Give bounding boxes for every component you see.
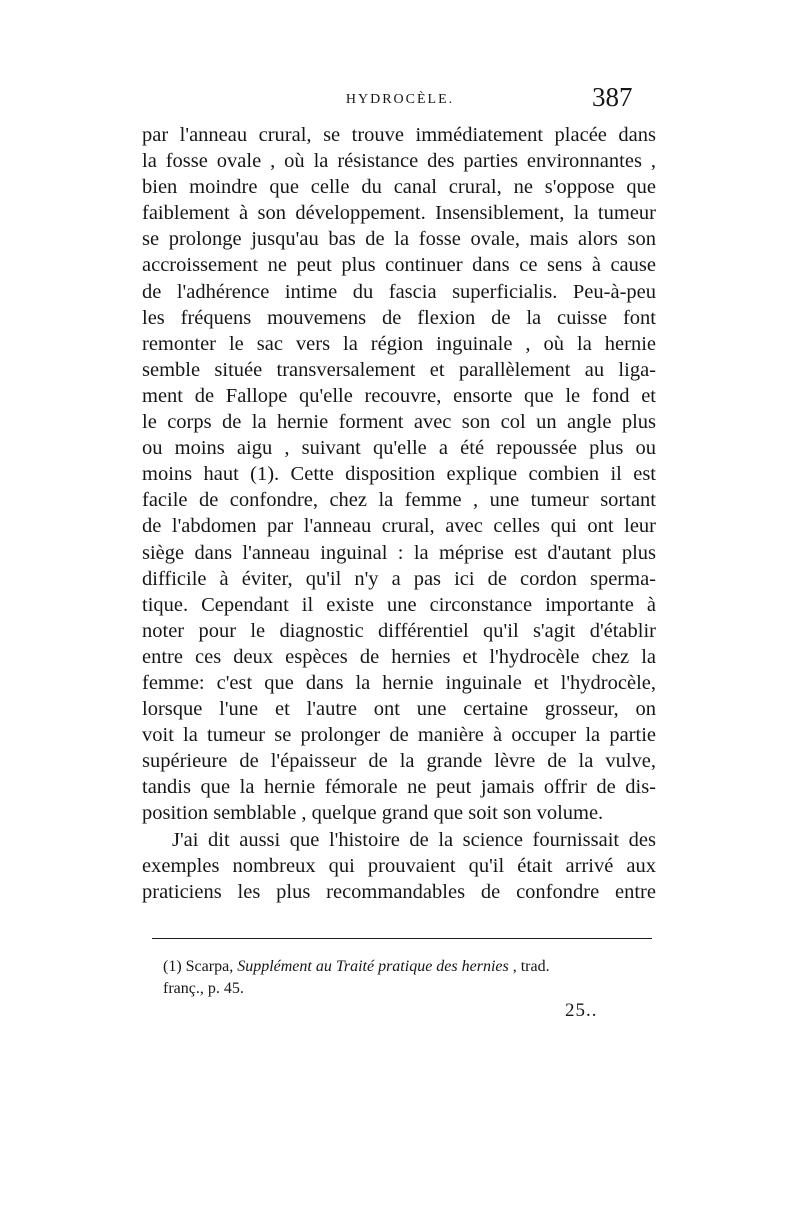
text-line: facile de confondre, chez la femme , une tumeur sortant [142, 489, 656, 512]
text-line: de l'abdomen par l'anneau crural, avec celles qui ont leur [142, 515, 656, 538]
footnote [163, 956, 663, 1000]
text-line: de l'adhérence intime du fascia superficialis. Peu-à-peu [142, 280, 656, 303]
running-title: HYDROCÈLE. [345, 92, 455, 107]
text-line: se prolonge jusqu'au bas de la fosse ovale, mais alors son [142, 228, 656, 251]
text-line: ou moins aigu , suivant qu'elle a été repoussée plus ou [142, 437, 656, 460]
footnote-line: franç., p. 45. [163, 980, 244, 997]
text-line: tique. Cependant il existe une circonstance importante à [142, 593, 656, 616]
text-line: les fréquens mouvemens de flexion de la cuisse font [142, 306, 656, 329]
text-line: difficile à éviter, qu'il n'y a pas ici de cordon sperma- [142, 567, 656, 590]
text-line: voit la tumeur se prolonger de manière à occuper la partie [142, 724, 656, 747]
text-line: noter pour le diagnostic différentiel qu'il s'agit d'établir [142, 619, 656, 642]
text-line: bien moindre que celle du canal crural, ne s'oppose que [142, 176, 656, 199]
text-line: entre ces deux espèces de hernies et l'hydrocèle chez la [142, 645, 656, 668]
text-line: exemples nombreux qui prouvaient qu'il était arrivé aux [142, 854, 656, 877]
text-line: accroissement ne peut plus continuer dans ce sens à cause [142, 254, 656, 277]
text-line: la fosse ovale , où la résistance des parties environnantes , [142, 150, 656, 173]
text-line: faiblement à son développement. Insensiblement, la tumeur [142, 202, 656, 225]
body-text [142, 122, 656, 905]
text-line: supérieure de l'épaisseur de la grande lèvre de la vulve, [142, 750, 656, 773]
page-number: 387 [592, 82, 633, 112]
text-line: lorsque l'une et l'autre ont une certaine grosseur, on [142, 698, 656, 721]
text-line: par l'anneau crural, se trouve immédiatement placée dans [142, 124, 656, 146]
text-line: tandis que la hernie fémorale ne peut jamais offrir de dis- [142, 776, 656, 799]
text-line: remonter le sac vers la région inguinale , où la hernie [142, 332, 656, 355]
text-line: ment de Fallope qu'elle recouvre, ensorte que le fond et [142, 384, 656, 407]
text-line: semble située transversalement et parallèlement au liga- [142, 358, 656, 381]
footnote-line [163, 956, 663, 978]
text-line: siège dans l'anneau inguinal : la méprise est d'autant plus [142, 541, 656, 564]
text-line: femme: c'est que dans la hernie inguinale et l'hydrocèle, [142, 671, 656, 694]
footnote-work-title: Supplément au Traité pratique des hernies [237, 958, 509, 975]
text-line: moins haut (1). Cette disposition explique combien il est [142, 463, 656, 486]
paragraph-start-line: J'ai dit aussi que l'histoire de la science fournissait des [172, 828, 656, 851]
text-line: position semblable , quelque grand que soit son volume. [142, 802, 604, 825]
footnote-rule [152, 938, 652, 939]
signature-mark: 25.. [565, 1000, 598, 1021]
footnote-citation: (1) Scarpa, [163, 958, 234, 975]
footnote-translation: , trad. [512, 958, 550, 975]
text-line: le corps de la hernie forment avec son col un angle plus [142, 411, 656, 434]
text-line: praticiens les plus recommandables de confondre entre [142, 880, 656, 903]
